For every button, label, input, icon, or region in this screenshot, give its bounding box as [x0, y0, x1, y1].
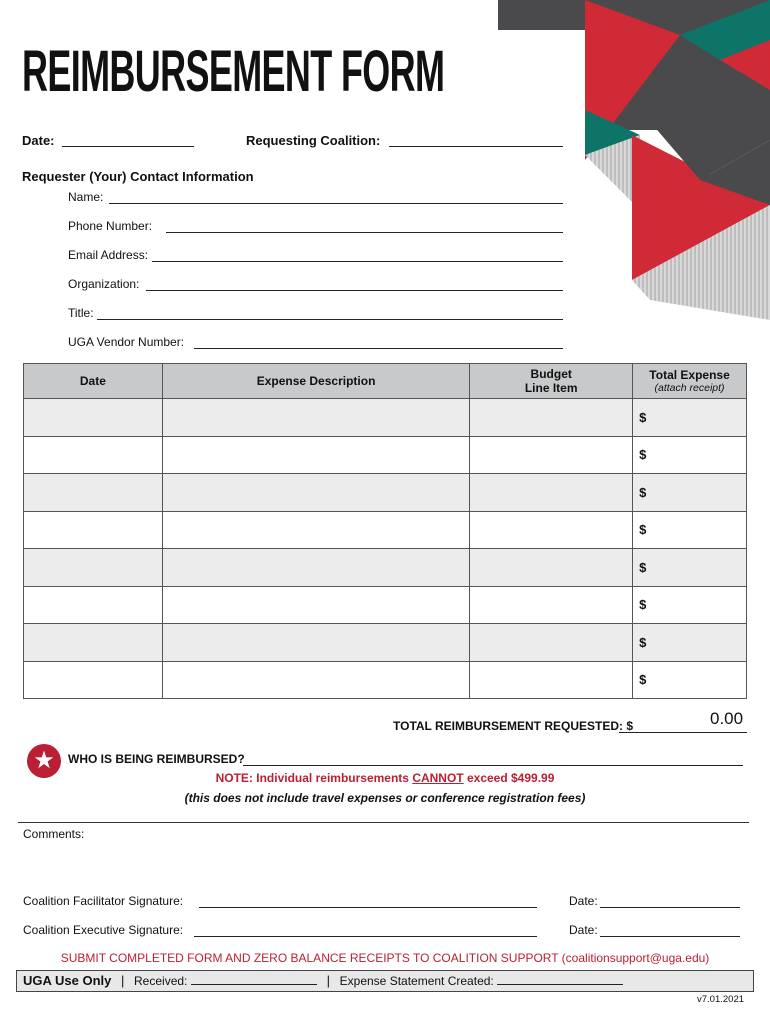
row-date-cell[interactable] [24, 474, 163, 512]
title-field[interactable] [97, 319, 563, 320]
expense-table-body [24, 399, 747, 699]
col-date-header: Date [24, 364, 163, 399]
currency-symbol: $ [639, 634, 647, 650]
facilitator-signature-label: Coalition Facilitator Signature: [23, 894, 184, 908]
currency-symbol: $ [639, 409, 647, 425]
row-total-cell[interactable] [633, 586, 747, 624]
note-prefix: NOTE: Individual reimbursements [215, 771, 413, 785]
row-description-cell[interactable] [162, 549, 470, 587]
form-title: REIMBURSEMENT FORM [22, 39, 445, 104]
uga-use-only-heading: UGA Use Only [23, 973, 112, 988]
col-budget-line1: Budget [530, 367, 572, 381]
date-label: Date: [22, 133, 55, 148]
row-total-cell[interactable] [633, 549, 747, 587]
facilitator-signature-field[interactable] [199, 907, 537, 908]
reimbursement-limit-note [0, 771, 770, 785]
version-label: v7.01.2021 [697, 994, 745, 1005]
table-row [24, 624, 747, 662]
facilitator-date-label: Date: [569, 894, 598, 908]
who-field[interactable] [243, 765, 743, 766]
row-budget-cell[interactable] [470, 549, 633, 587]
expense-table [23, 363, 747, 699]
coalition-label: Requesting Coalition: [246, 133, 381, 148]
note-emphasis: CANNOT [412, 771, 464, 785]
uga-use-only-box [16, 970, 754, 992]
total-label: TOTAL REIMBURSEMENT REQUESTED: $ [393, 719, 634, 733]
total-value[interactable]: 0.00 [710, 709, 744, 728]
currency-symbol: $ [639, 672, 647, 688]
contact-heading: Requester (Your) Contact Information [22, 169, 254, 184]
row-total-cell[interactable] [633, 399, 747, 437]
row-total-cell[interactable] [633, 624, 747, 662]
table-row [24, 474, 747, 512]
row-date-cell[interactable] [24, 586, 163, 624]
table-row [24, 549, 747, 587]
row-budget-cell[interactable] [470, 399, 633, 437]
row-total-cell[interactable] [633, 436, 747, 474]
row-description-cell[interactable] [162, 511, 470, 549]
col-description-header: Expense Description [162, 364, 470, 399]
table-row [24, 436, 747, 474]
row-description-cell[interactable] [162, 436, 470, 474]
row-total-cell[interactable] [633, 474, 747, 512]
date-field[interactable] [62, 146, 194, 147]
comments-label: Comments: [23, 827, 85, 841]
expense-table-header [24, 364, 747, 399]
row-total-cell[interactable] [633, 661, 747, 699]
table-row [24, 586, 747, 624]
phone-field[interactable] [166, 232, 563, 233]
row-description-cell[interactable] [162, 399, 470, 437]
row-date-cell[interactable] [24, 549, 163, 587]
row-budget-cell[interactable] [470, 511, 633, 549]
executive-date-label: Date: [569, 923, 598, 937]
note-suffix: exceed $499.99 [463, 771, 555, 785]
name-label: Name: [68, 190, 104, 204]
currency-symbol: $ [639, 484, 647, 500]
executive-signature-label: Coalition Executive Signature: [23, 923, 184, 937]
row-description-cell[interactable] [162, 586, 470, 624]
row-description-cell[interactable] [162, 474, 470, 512]
statement-field[interactable] [497, 972, 623, 985]
row-description-cell[interactable] [162, 661, 470, 699]
row-date-cell[interactable] [24, 511, 163, 549]
col-total-title: Total Expense [649, 368, 730, 382]
row-date-cell[interactable] [24, 399, 163, 437]
submit-instructions: SUBMIT COMPLETED FORM AND ZERO BALANCE RECEIPTS TO COALITION SUPPORT (coalitionsupport@uga.edu) [60, 951, 710, 965]
row-date-cell[interactable] [24, 436, 163, 474]
received-field[interactable] [191, 972, 317, 985]
col-budget-header [470, 364, 633, 399]
row-budget-cell[interactable] [470, 586, 633, 624]
col-budget-line2: Line Item [524, 381, 578, 395]
currency-symbol: $ [639, 559, 647, 575]
row-budget-cell[interactable] [470, 624, 633, 662]
name-field[interactable] [109, 203, 563, 204]
comments-divider [18, 822, 749, 823]
coalition-field[interactable] [389, 146, 563, 147]
phone-label: Phone Number: [68, 219, 153, 233]
row-description-cell[interactable] [162, 624, 470, 662]
executive-date-field[interactable] [600, 936, 740, 937]
email-field[interactable] [152, 261, 563, 262]
organization-label: Organization: [68, 277, 140, 291]
note-exclusion: (this does not include travel expenses or conference registration fees) [184, 791, 586, 805]
col-total-header [633, 364, 747, 399]
row-date-cell[interactable] [24, 624, 163, 662]
currency-symbol: $ [639, 597, 647, 613]
table-row [24, 661, 747, 699]
row-budget-cell[interactable] [470, 474, 633, 512]
email-label: Email Address: [68, 248, 149, 262]
separator: | [326, 973, 331, 988]
row-budget-cell[interactable] [470, 661, 633, 699]
separator: | [121, 973, 125, 988]
executive-signature-field[interactable] [194, 936, 537, 937]
statement-label: Expense Statement Created: [339, 974, 494, 988]
facilitator-date-field[interactable] [600, 907, 740, 908]
row-total-cell[interactable] [633, 511, 747, 549]
title-label: Title: [68, 306, 94, 320]
organization-field[interactable] [146, 290, 563, 291]
vendor-number-label: UGA Vendor Number: [68, 335, 185, 349]
row-budget-cell[interactable] [470, 436, 633, 474]
currency-symbol: $ [639, 522, 647, 538]
comments-field[interactable] [100, 840, 740, 885]
total-field-line [619, 732, 747, 733]
table-row [24, 399, 747, 437]
table-row [24, 511, 747, 549]
who-label: WHO IS BEING REIMBURSED? [68, 752, 245, 766]
row-date-cell[interactable] [24, 661, 163, 699]
currency-symbol: $ [639, 447, 647, 463]
col-total-note: (attach receipt) [654, 382, 725, 394]
received-label: Received: [134, 974, 188, 988]
star-icon: ★ [27, 744, 61, 778]
vendor-number-field[interactable] [194, 348, 563, 349]
